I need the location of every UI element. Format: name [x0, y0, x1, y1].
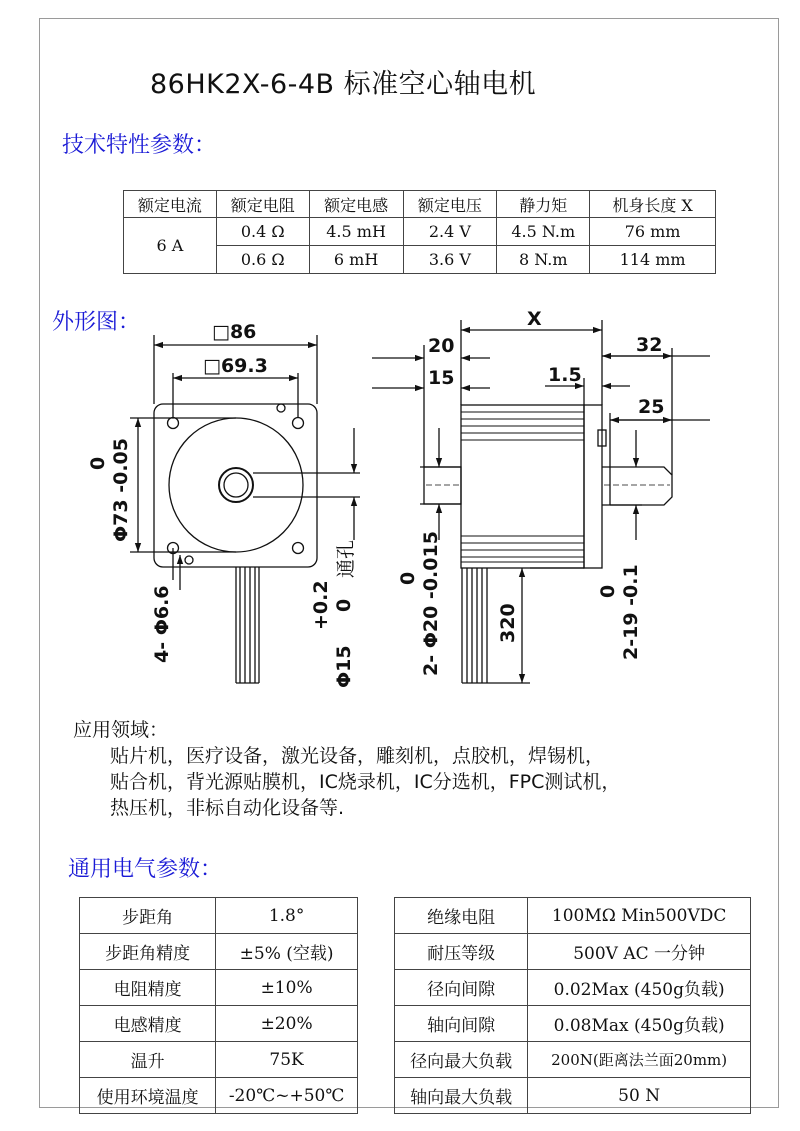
param-name: 轴向间隙 [395, 1006, 528, 1042]
table-cell: 6 mH [309, 246, 403, 274]
dim-side-pilot-diameter: 2- Φ20 -0.015 [420, 531, 442, 676]
table-row [80, 1078, 358, 1114]
dim-pilot-zero: 0 [87, 456, 109, 470]
dim-rear-diameter: 2-19 -0.1 [620, 564, 642, 660]
table-row [395, 970, 751, 1006]
motor-body [461, 405, 584, 568]
param-name: 耐压等级 [395, 934, 528, 970]
dim-square-outer: □86 [212, 321, 257, 343]
header-cell: 额定电感 [309, 191, 403, 218]
dim-rear-zero: 0 [597, 584, 619, 598]
param-value: ±5% (空载) [216, 934, 358, 970]
apps-line: 热压机，非标自动化设备等. [110, 797, 345, 819]
dim-bore-tol: +0.2 [310, 580, 332, 630]
apps-heading: 应用领域： [73, 719, 169, 741]
param-name: 径向间隙 [395, 970, 528, 1006]
param-name: 步距角精度 [80, 934, 216, 970]
dim-rear-length: 32 [636, 334, 663, 356]
dim-length-x: X [527, 308, 542, 330]
mount-hole [168, 418, 179, 429]
header-cell: 静力矩 [497, 191, 590, 218]
table-cell: 4.5 N.m [497, 218, 590, 246]
document-title: 86HK2X-6-4B 标准空心轴电机 [150, 69, 537, 100]
param-value: 0.02Max (450g负载) [528, 970, 751, 1006]
table-cell: 0.4 Ω [216, 218, 309, 246]
param-value: 200N(距离法兰面20mm) [528, 1042, 751, 1078]
header-cell: 额定电压 [403, 191, 497, 218]
through-hole-note: 通孔 [335, 539, 357, 578]
rear-shaft [602, 467, 672, 505]
mount-hole [293, 543, 304, 554]
param-value: 50 N [528, 1078, 751, 1114]
mount-hole-detail [277, 404, 285, 412]
mount-hole-detail [185, 556, 193, 564]
param-name: 步距角 [80, 898, 216, 934]
param-value: 75K [216, 1042, 358, 1078]
table-cell: 4.5 mH [309, 218, 403, 246]
dim-lead-length: 320 [497, 603, 519, 643]
dim-flange: 15 [428, 367, 455, 389]
applications [73, 717, 620, 821]
param-name: 绝缘电阻 [395, 898, 528, 934]
dim-rear-shaft: 25 [638, 396, 665, 418]
table-row [80, 970, 358, 1006]
table-row [395, 898, 751, 934]
shaft-bore [224, 473, 248, 497]
table-row [395, 1042, 751, 1078]
section-heading-electrical: 通用电气参数： [68, 857, 223, 882]
table-row [80, 898, 358, 934]
dim-step: 1.5 [548, 364, 582, 386]
header-cell: 机身长度 X [590, 191, 716, 218]
section-heading-tech: 技术特性参数： [62, 133, 217, 158]
mount-hole [293, 418, 304, 429]
section-heading-outline: 外形图： [52, 310, 141, 335]
dim-pilot-length: 20 [428, 335, 455, 357]
param-value: 1.8° [216, 898, 358, 934]
table-cell: 3.6 V [403, 246, 497, 274]
table-row [80, 1042, 358, 1078]
electrical-table-left [79, 897, 358, 1114]
param-value: 0.08Max (450g负载) [528, 1006, 751, 1042]
param-value: -20℃~+50℃ [216, 1078, 358, 1114]
table-cell: 0.6 Ω [216, 246, 309, 274]
apps-line: 贴合机，背光源贴膜机，IC烧录机，IC分选机，FPC测试机， [110, 771, 621, 793]
dim-bore-zero: 0 [333, 598, 355, 612]
dim-side-pilot-zero: 0 [397, 571, 419, 585]
table-row [80, 1006, 358, 1042]
param-name: 轴向最大负载 [395, 1078, 528, 1114]
table-cell: 8 N.m [497, 246, 590, 274]
table-cell: 114 mm [590, 246, 716, 274]
table-cell: 76 mm [590, 218, 716, 246]
current-cell: 6 A [124, 218, 217, 274]
param-name: 电感精度 [80, 1006, 216, 1042]
body-fins [461, 412, 584, 562]
dim-bore-diameter: Φ15 [333, 645, 355, 688]
header-cell: 额定电阻 [216, 191, 309, 218]
dim-square-inner: □69.3 [203, 355, 268, 377]
electrical-table-right [394, 897, 751, 1114]
pilot-circle [169, 418, 303, 552]
param-name: 温升 [80, 1042, 216, 1078]
param-name: 径向最大负载 [395, 1042, 528, 1078]
apps-line: 贴片机，医疗设备，激光设备，雕刻机，点胶机，焊锡机， [110, 745, 605, 767]
table-row [395, 1006, 751, 1042]
header-cell: 额定电流 [124, 191, 217, 218]
table-row [80, 934, 358, 970]
lead-wires-front [236, 567, 259, 683]
param-value: ±10% [216, 970, 358, 1006]
table-cell: 2.4 V [403, 218, 497, 246]
param-name: 使用环境温度 [80, 1078, 216, 1114]
param-name: 电阻精度 [80, 970, 216, 1006]
dim-mount-holes: 4- Φ6.6 [151, 585, 173, 663]
table-row [395, 1078, 751, 1114]
param-value: 500V AC 一分钟 [528, 934, 751, 970]
param-value: ±20% [216, 1006, 358, 1042]
param-value: 100MΩ Min500VDC [528, 898, 751, 934]
dim-pilot-diameter: Φ73 -0.05 [110, 438, 132, 542]
table-row [395, 934, 751, 970]
lead-wires-side [462, 568, 487, 683]
motor-flange-square [154, 404, 317, 567]
front-shaft [424, 467, 461, 504]
